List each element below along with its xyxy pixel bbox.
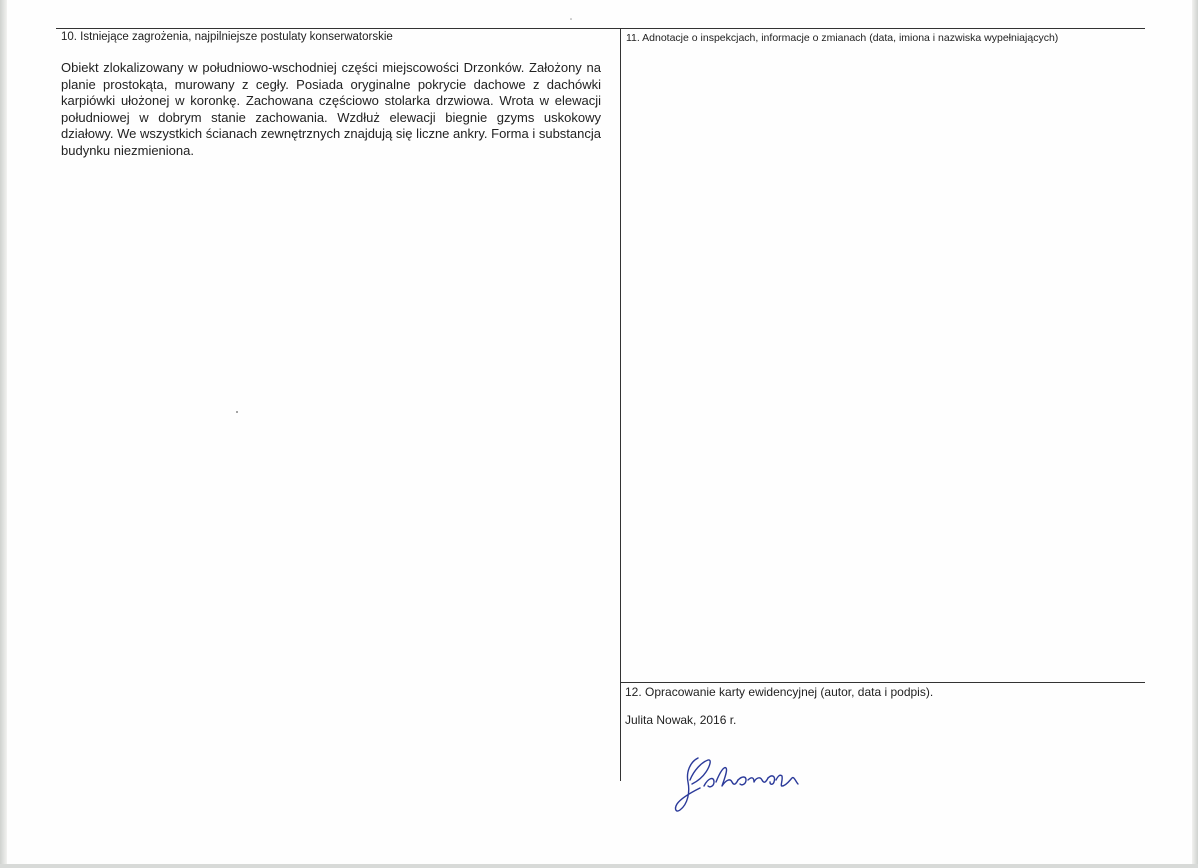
signature-icon bbox=[668, 752, 818, 818]
section-10-paragraph: Obiekt zlokalizowany w południowo-wschodniej części miejscowości Drzonków. Założony na planie prostokąta, murowany z cegły. Posiada oryginalne pokrycie dachowe z dachówki karpiówki ułożonej w koronkę. Zachowana częściowo stolarka drzwiowa. Wrota w elewacji południowej w dobrym stanie zachowania. Wzdłuż elewacji biegnie gzyms uskokowy działowy. We wszystkich ścianach zewnętrznych znajdują się liczne ankry. Forma i substancja budynku niezmieniona. bbox=[61, 60, 601, 158]
column-divider bbox=[620, 28, 621, 781]
top-rule bbox=[56, 28, 1145, 29]
scan-edge-right bbox=[1192, 0, 1198, 868]
section-12-heading: 12. Opracowanie karty ewidencyjnej (autor, data i podpis). bbox=[625, 685, 934, 699]
scan-edge-bottom bbox=[0, 864, 1198, 868]
section-11-heading: 11. Adnotacje o inspekcjach, informacje o zmianach (data, imiona i nazwiska wypełniających) bbox=[626, 32, 1059, 44]
scan-edge-left bbox=[0, 0, 7, 868]
author-line: Julita Nowak, 2016 r. bbox=[625, 713, 737, 727]
section-10-body bbox=[61, 60, 601, 159]
section-12-rule bbox=[620, 682, 1145, 683]
section-10-heading: 10. Istniejące zagrożenia, najpilniejsze postulaty konserwatorskie bbox=[61, 31, 393, 43]
